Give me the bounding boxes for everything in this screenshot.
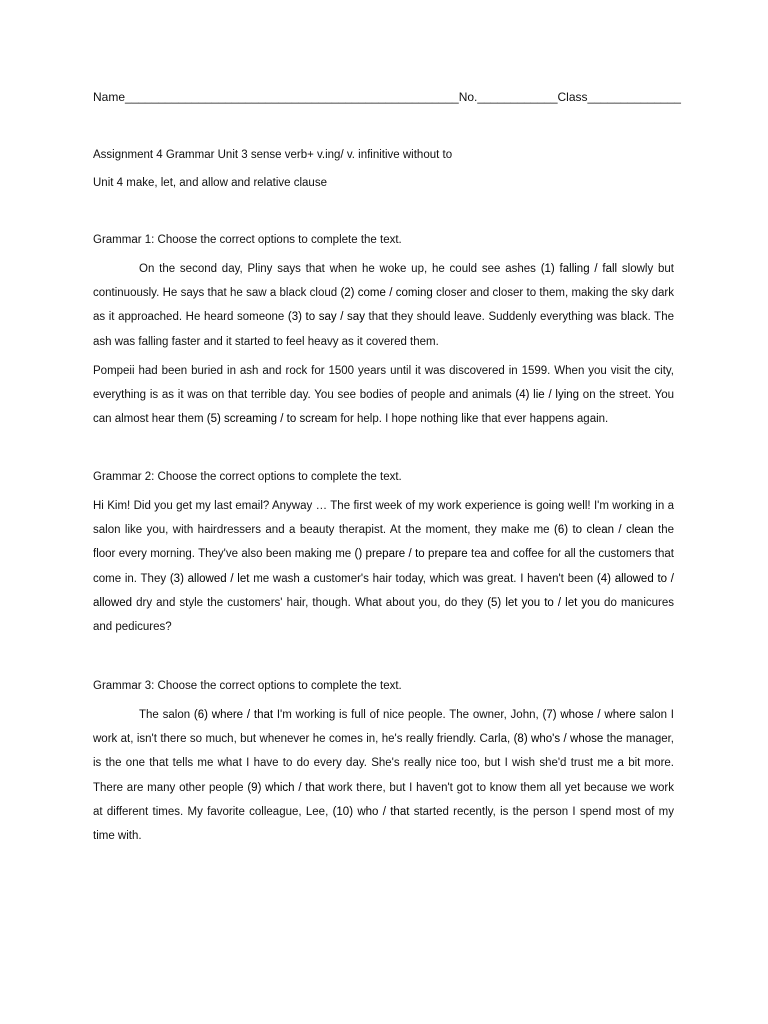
- text-segment: salon I work at, isn't there so much, but whenever he comes in, he's really friendly. Carla,: [93, 709, 675, 746]
- grammar-3-heading: Grammar 3: Choose the correct options to complete the text.: [93, 680, 402, 692]
- number-label: No.: [458, 90, 478, 104]
- option-6c[interactable]: (6) where / that: [193, 709, 274, 721]
- option-2[interactable]: (2) come / coming: [340, 287, 433, 300]
- text-segment: do manicures and pedicures?: [93, 596, 674, 634]
- class-label: Class: [557, 90, 588, 104]
- text-segment: the manager, is the one that tells me what I have to do every day. She's really nice too, but I wish she'd trust me a bit more. There are many other people: [93, 733, 675, 794]
- option-9[interactable]: (9) which / that: [247, 781, 325, 794]
- text-segment: On the second day, Pliny says that when he woke up, he could see ashes: [139, 263, 541, 275]
- class-blank[interactable]: ______________: [587, 90, 681, 104]
- text-segment: that they should leave. Suddenly everything was black. The ash was falling faster and it started to feel heavy as it covered them.: [93, 311, 674, 348]
- option-8[interactable]: (8) who's / whose: [513, 733, 604, 746]
- grammar-1-paragraph-2: [93, 359, 674, 432]
- text-segment: The salon: [139, 709, 194, 721]
- name-blank[interactable]: __________________________________________________: [125, 90, 459, 104]
- option-4[interactable]: (4) lie / lying: [515, 389, 580, 402]
- option-blank[interactable]: () prepare / to prepare: [354, 548, 468, 561]
- grammar-1-heading: Grammar 1: Choose the correct options to complete the text.: [93, 234, 402, 246]
- text-segment: for help. I hope nothing like that ever happens again.: [337, 413, 609, 426]
- text-segment: Hi Kim! Did you get my last email? Anyway … The first week of my work experience is going well! I'm working in a salon like you, with hairdressers and a beauty therapist. At the moment, they make me: [93, 500, 674, 537]
- text-segment: work there, but I haven't got to know them all yet because we work at different times. My favorite colleague, Lee,: [93, 781, 675, 818]
- option-5[interactable]: (5) screaming / to scream: [206, 413, 338, 426]
- assignment-title: Assignment 4 Grammar Unit 3 sense verb+ v.ing/ v. infinitive without to: [93, 149, 453, 161]
- assignment-subtitle: Unit 4 make, let, and allow and relative clause: [93, 177, 327, 189]
- grammar-2-heading: Grammar 2: Choose the correct options to complete the text.: [93, 471, 402, 483]
- text-segment: the floor every morning. They've also been making me: [93, 524, 674, 561]
- option-4b[interactable]: (4) allowed to / allowed: [93, 572, 674, 609]
- grammar-1-paragraph-1: [93, 257, 674, 354]
- text-segment: dry and style the customers' hair, though. What about you, do they: [132, 596, 488, 609]
- number-blank[interactable]: ____________: [477, 90, 558, 104]
- text-segment: me wash a customer's hair today, which was great. I haven't been: [249, 572, 597, 585]
- option-6[interactable]: (6) to clean / clean: [553, 524, 654, 537]
- text-segment: I'm working is full of nice people. The owner, John,: [273, 709, 543, 721]
- text-segment: Pompeii had been buried in ash and rock for 1500 years until it was discovered in 1599. When you visit the city, everything is as it was on that terrible day. You see bodies of people and animals: [93, 365, 674, 402]
- option-10[interactable]: (10) who / that: [332, 805, 410, 818]
- text-segment: on the street. You can almost hear them: [93, 389, 674, 426]
- option-1[interactable]: (1) falling / fall: [540, 263, 618, 275]
- option-3[interactable]: (3) to say / say: [287, 311, 365, 324]
- text-segment: started recently, is the person I spend most of my time with.: [93, 805, 674, 843]
- grammar-3-paragraph: [93, 703, 674, 848]
- option-3b[interactable]: (3) allowed / let: [169, 572, 250, 585]
- option-7[interactable]: (7) whose / where: [542, 709, 636, 721]
- text-segment: slowly but continuously. He says that he saw a black cloud: [93, 263, 674, 300]
- text-segment: tea and coffee for all the customers that come in. They: [93, 548, 674, 585]
- text-segment: closer and closer to them, making the sky dark as it approached. He heard someone: [93, 287, 675, 324]
- grammar-2-paragraph: [93, 494, 674, 639]
- student-info-line: [93, 90, 693, 104]
- option-5b[interactable]: (5) let you to / let you: [487, 596, 600, 609]
- name-label: Name: [93, 90, 126, 104]
